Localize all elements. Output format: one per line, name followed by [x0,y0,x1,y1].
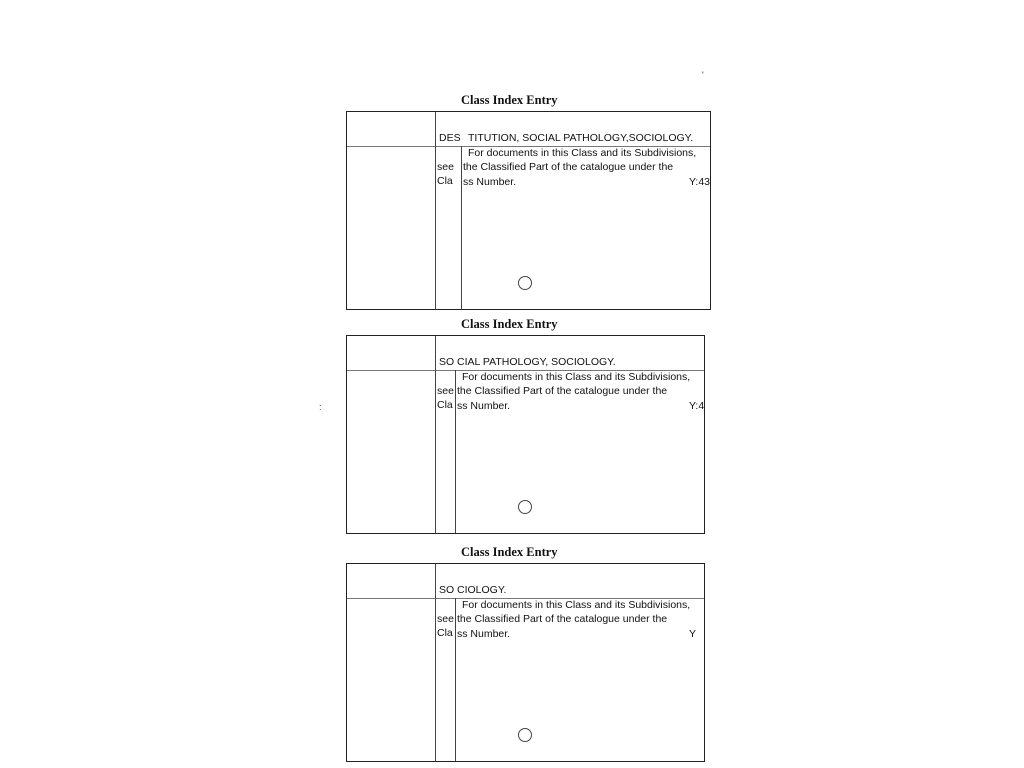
card-1-see: see [437,161,454,173]
card-2-see: see [437,385,454,397]
card-2-left-margin-rule [435,336,436,533]
card-3-heading-left: SO [439,584,455,596]
card-2-class-number: Y:4 [689,400,705,412]
card-1-heading-left: DES [439,132,461,144]
card-3-inner-margin-rule [455,598,456,761]
card-1-heading-right: TITUTION, SOCIAL PATHOLOGY,SOCIOLOGY. [468,132,694,144]
card-2-punch-hole [518,500,532,514]
card-3-title: Class Index Entry [461,545,558,559]
card-3-cla: Cla [437,627,453,639]
card-1-class-number: Y:43 [689,176,711,188]
card-1-line-1: For documents in this Class and its Subdivisions, [468,147,697,159]
card-3-heading-right: CIOLOGY. [457,584,507,596]
card-1-line-2: the Classified Part of the catalogue under the [463,161,674,173]
card-1-punch-hole [518,276,532,290]
card-2-title: Class Index Entry [461,317,558,331]
card-2-line-3: ss Number. [457,400,511,412]
card-1-cla: Cla [437,175,453,187]
card-3-line-3: ss Number. [457,628,511,640]
card-2-line-2: the Classified Part of the catalogue under the [457,385,668,397]
catalogue-card-2 [346,335,705,534]
card-2-inner-margin-rule [455,370,456,533]
stray-mark-side: : [319,402,322,412]
card-2-line-1: For documents in this Class and its Subdivisions, [462,371,691,383]
card-1-inner-margin-rule [461,146,462,309]
catalogue-card-1 [346,111,711,310]
card-3-line-2: the Classified Part of the catalogue under the [457,613,668,625]
stray-mark-top: ' [702,70,704,80]
card-1-line-3: ss Number. [463,176,517,188]
card-3-see: see [437,613,454,625]
card-3-class-number: Y [689,628,697,640]
card-2-cla: Cla [437,399,453,411]
catalogue-card-3 [346,563,705,762]
card-1-title: Class Index Entry [461,93,558,107]
card-1-left-margin-rule [435,112,436,309]
card-3-line-1: For documents in this Class and its Subdivisions, [462,599,691,611]
card-2-heading-left: SO [439,356,455,368]
card-3-punch-hole [518,728,532,742]
card-2-heading-right: CIAL PATHOLOGY, SOCIOLOGY. [457,356,616,368]
card-3-left-margin-rule [435,564,436,761]
